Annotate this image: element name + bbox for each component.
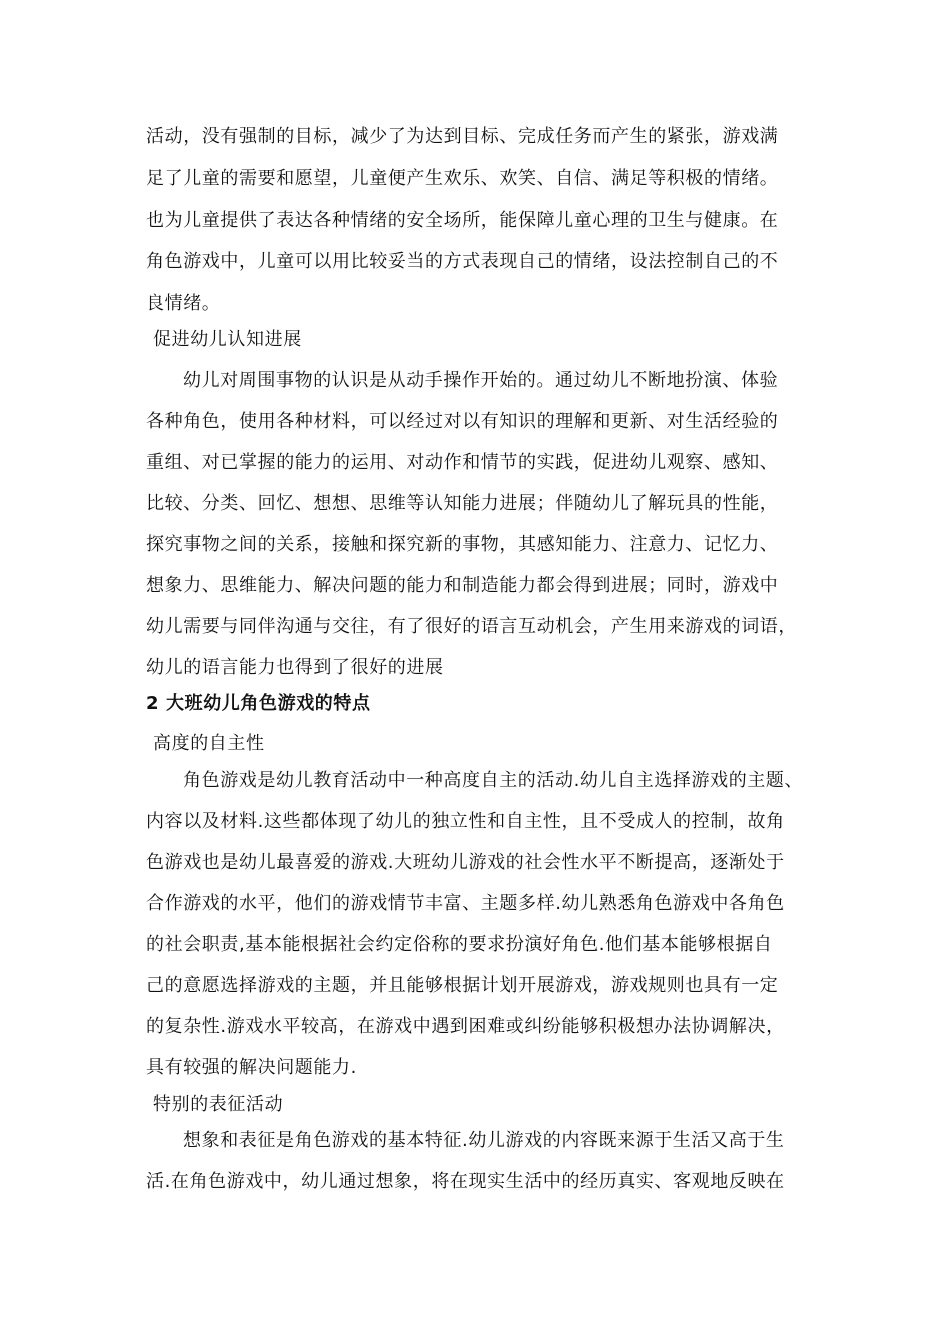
text-line: 内容以及材料.这些都体现了幼儿的独立性和自主性，且不受成人的控制，故角	[146, 811, 785, 832]
text-line: 良情绪。	[146, 293, 221, 314]
text-line: 幼儿需要与同伴沟通与交往，有了很好的语言互动机会，产生用来游戏的词语，	[146, 616, 797, 637]
text-line: 想象和表征是角色游戏的基本特征.幼儿游戏的内容既来源于生活又高于生	[183, 1130, 785, 1151]
text-line: 足了儿童的需要和愿望，儿童便产生欢乐、欢笑、自信、满足等积极的情绪。	[146, 168, 779, 189]
text-line: 己的意愿选择游戏的主题，并且能够根据计划开展游戏，游戏规则也具有一定	[146, 975, 779, 996]
section-subheading: 高度的自主性	[153, 733, 265, 754]
text-line: 比较、分类、回忆、想想、思维等认知能力进展；伴随幼儿了解玩具的性能，	[146, 493, 779, 514]
text-line: 探究事物之间的关系，接触和探究新的事物，其感知能力、注意力、记忆力、	[146, 534, 779, 555]
text-line: 重组、对已掌握的能力的运用、对动作和情节的实践，促进幼儿观察、感知、	[146, 452, 779, 473]
text-line: 角色游戏中，儿童可以用比较妥当的方式表现自己的情绪，设法控制自己的不	[146, 251, 779, 272]
text-line: 想象力、思维能力、解决问题的能力和制造能力都会得到进展；同时，游戏中	[146, 575, 779, 596]
text-line: 角色游戏是幼儿教育活动中一种高度自主的活动.幼儿自主选择游戏的主题、	[183, 770, 804, 791]
text-line: 合作游戏的水平，他们的游戏情节丰富、主题多样.幼儿熟悉角色游戏中各角色	[146, 893, 785, 914]
text-line: 也为儿童提供了表达各种情绪的安全场所，能保障儿童心理的卫生与健康。在	[146, 210, 779, 231]
text-line: 具有较强的解决问题能力.	[146, 1057, 357, 1078]
section-subheading: 促进幼儿认知进展	[153, 329, 302, 350]
text-line: 幼儿对周围事物的认识是从动手操作开始的。通过幼儿不断地扮演、体验	[183, 370, 779, 391]
text-line: 色游戏也是幼儿最喜爱的游戏.大班幼儿游戏的社会性水平不断提高，逐渐处于	[146, 852, 785, 873]
text-line: 的社会职责,基本能根据社会约定俗称的要求扮演好角色.他们基本能够根据自	[146, 934, 773, 955]
text-line: 各种角色，使用各种材料，可以经过对以有知识的理解和更新、对生活经验的	[146, 411, 779, 432]
section-subheading: 特别的表征活动	[153, 1094, 284, 1115]
section-heading: 2 大班幼儿角色游戏的特点	[146, 693, 371, 714]
text-line: 活.在角色游戏中，幼儿通过想象，将在现实生活中的经历真实、客观地反映在	[146, 1171, 785, 1192]
text-line: 活动，没有强制的目标，减少了为达到目标、完成任务而产生的紧张，游戏满	[146, 126, 779, 147]
text-line: 的复杂性.游戏水平较高，在游戏中遇到困难或纠纷能够积极想办法协调解决，	[146, 1016, 785, 1037]
text-line: 幼儿的语言能力也得到了很好的进展	[146, 657, 444, 678]
